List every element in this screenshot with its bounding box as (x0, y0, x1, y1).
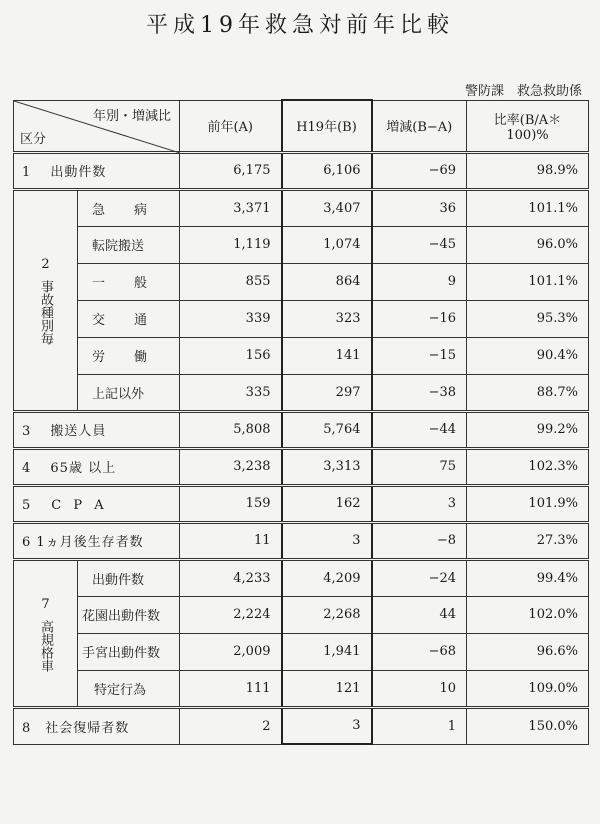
cell-h19: 141 (282, 337, 372, 374)
cell-h19: 6,106 (282, 152, 372, 189)
cell-diff: −45 (372, 226, 467, 263)
cell-ratio: 90.4% (467, 337, 589, 374)
cell-h19: 162 (282, 485, 372, 522)
cell-prev: 159 (180, 485, 282, 522)
header-prev: 前年(A) (180, 100, 282, 152)
cell-prev: 1,119 (180, 226, 282, 263)
header-category-label: 区分 (20, 131, 47, 147)
cell-diff: 3 (372, 485, 467, 522)
cell-prev: 855 (180, 263, 282, 300)
row-label: 手宮出動件数 (78, 633, 180, 670)
cell-h19: 2,268 (282, 596, 372, 633)
cell-diff: 36 (372, 189, 467, 226)
page-title: 平成19年救急対前年比較 (146, 13, 454, 38)
row-label: 8 社会復帰者数 (14, 707, 180, 744)
cell-ratio: 102.3% (467, 448, 589, 485)
row-label: 6 1ヵ月後生存者数 (14, 522, 180, 559)
cell-ratio: 150.0% (467, 707, 589, 744)
cell-ratio: 88.7% (467, 374, 589, 411)
cell-diff: 9 (372, 263, 467, 300)
cell-diff: −44 (372, 411, 467, 448)
table-row (14, 522, 589, 559)
table-row (14, 559, 589, 596)
cell-diff: −69 (372, 152, 467, 189)
table-row (14, 485, 589, 522)
group-number: 2 (41, 257, 50, 272)
table-row (14, 374, 589, 411)
cell-diff: −8 (372, 522, 467, 559)
cell-h19: 1,941 (282, 633, 372, 670)
cell-diff: −24 (372, 559, 467, 596)
group-label (14, 189, 78, 411)
row-label: 転院搬送 (78, 226, 180, 263)
cell-prev: 6,175 (180, 152, 282, 189)
comparison-table (13, 99, 589, 745)
cell-ratio: 101.1% (467, 263, 589, 300)
cell-prev: 111 (180, 670, 282, 707)
cell-h19: 323 (282, 300, 372, 337)
cell-prev: 4,233 (180, 559, 282, 596)
cell-h19: 3 (282, 522, 372, 559)
cell-ratio: 102.0% (467, 596, 589, 633)
row-label: 交 通 (78, 300, 180, 337)
table-row (14, 670, 589, 707)
cell-h19: 864 (282, 263, 372, 300)
table-row (14, 152, 589, 189)
group-label (14, 559, 78, 707)
row-label: 5 C P A (14, 485, 180, 522)
cell-h19: 5,764 (282, 411, 372, 448)
table-row (14, 707, 589, 744)
cell-prev: 5,808 (180, 411, 282, 448)
cell-ratio: 95.3% (467, 300, 589, 337)
cell-h19: 3,313 (282, 448, 372, 485)
cell-ratio: 96.0% (467, 226, 589, 263)
cell-h19: 297 (282, 374, 372, 411)
cell-ratio: 99.2% (467, 411, 589, 448)
header-diagonal-cell (14, 100, 180, 152)
table-row (14, 337, 589, 374)
row-label: 出動件数 (78, 559, 180, 596)
cell-ratio: 98.9% (467, 152, 589, 189)
cell-diff: −38 (372, 374, 467, 411)
cell-diff: 1 (372, 707, 467, 744)
cell-ratio: 96.6% (467, 633, 589, 670)
cell-ratio: 109.0% (467, 670, 589, 707)
cell-prev: 2 (180, 707, 282, 744)
cell-prev: 2,224 (180, 596, 282, 633)
cell-prev: 3,371 (180, 189, 282, 226)
cell-h19: 3,407 (282, 189, 372, 226)
cell-h19: 4,209 (282, 559, 372, 596)
header-year-label: 年別・増減比 (92, 108, 171, 124)
row-label: 花園出動件数 (78, 596, 180, 633)
cell-prev: 3,238 (180, 448, 282, 485)
table-row (14, 411, 589, 448)
table-row (14, 633, 589, 670)
cell-diff: −68 (372, 633, 467, 670)
group-number: 7 (41, 596, 50, 612)
cell-h19: 1,074 (282, 226, 372, 263)
row-label: 4 65歳 以上 (14, 448, 180, 485)
table-row (14, 448, 589, 485)
row-label: 特定行為 (78, 670, 180, 707)
cell-prev: 156 (180, 337, 282, 374)
table-row (14, 189, 589, 226)
table-row (14, 596, 589, 633)
group-title: 高規格車 (38, 619, 53, 672)
cell-diff: −16 (372, 300, 467, 337)
table-row (14, 300, 589, 337)
cell-prev: 335 (180, 374, 282, 411)
cell-prev: 11 (180, 522, 282, 559)
row-label: 1 出動件数 (14, 152, 180, 189)
header-row (14, 100, 589, 152)
cell-ratio: 101.1% (467, 189, 589, 226)
department-label: 警防課 救急救助係 (464, 84, 582, 99)
cell-h19: 121 (282, 670, 372, 707)
row-label: 上記以外 (78, 374, 180, 411)
group-title: 事故種別毎 (38, 280, 53, 345)
header-ratio: 比率(B/A＊100)% (467, 100, 589, 152)
cell-ratio: 99.4% (467, 559, 589, 596)
cell-diff: 75 (372, 448, 467, 485)
cell-h19: 3 (282, 707, 372, 744)
row-label: 3 搬送人員 (14, 411, 180, 448)
table-row (14, 226, 589, 263)
header-h19: H19年(B) (282, 100, 372, 152)
cell-diff: −15 (372, 337, 467, 374)
cell-prev: 339 (180, 300, 282, 337)
table-row (14, 263, 589, 300)
cell-prev: 2,009 (180, 633, 282, 670)
row-label: 一 般 (78, 263, 180, 300)
row-label: 急 病 (78, 189, 180, 226)
cell-ratio: 27.3% (467, 522, 589, 559)
cell-diff: 10 (372, 670, 467, 707)
cell-diff: 44 (372, 596, 467, 633)
row-label: 労 働 (78, 337, 180, 374)
cell-ratio: 101.9% (467, 485, 589, 522)
header-diff: 増減(B−A) (372, 100, 467, 152)
